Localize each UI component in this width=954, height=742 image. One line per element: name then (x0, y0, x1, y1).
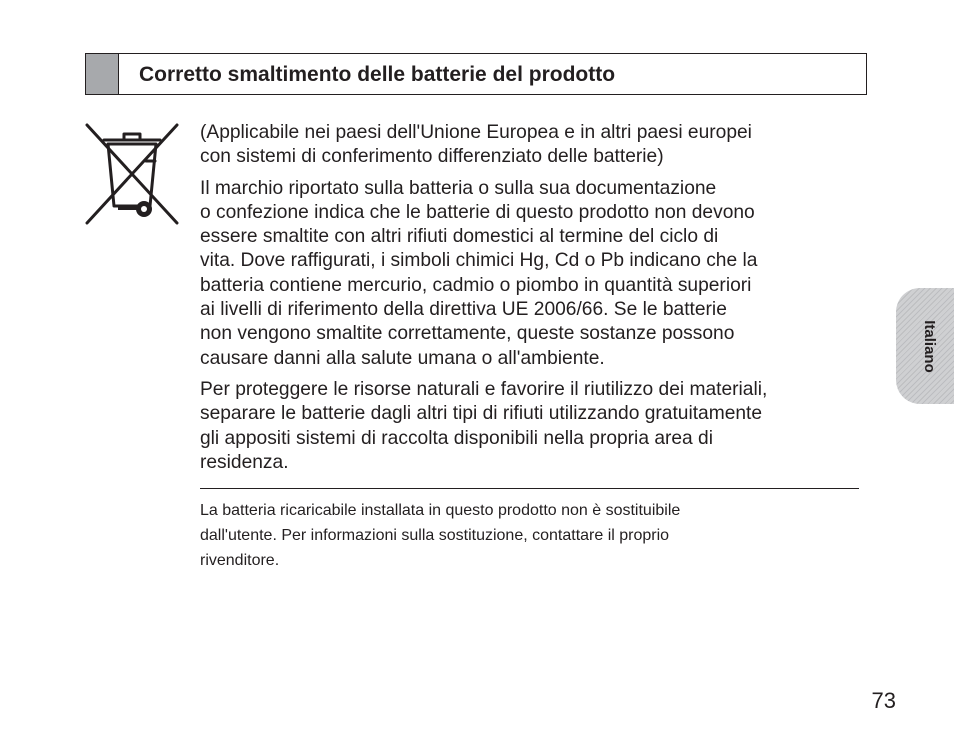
section-title: Corretto smaltimento delle batterie del prodotto (139, 63, 616, 86)
language-label: Italiano (920, 319, 938, 373)
body-text (200, 121, 865, 475)
battery-note: La batteria ricaricabile installata in questo prodotto non è sostituibile dall'utente. Per informazioni sulla sostituzione, contattare il proprio rivenditore. (200, 502, 681, 569)
section-header-tab (86, 54, 119, 94)
paragraph-applicability: (Applicabile nei paesi dell'Unione Europea e in altri paesi europei con sistemi di conferimento differenziato delle batterie) (200, 122, 752, 168)
language-side-tab (896, 288, 954, 404)
crossed-out-wheeled-bin-icon (85, 123, 179, 225)
note-divider (200, 488, 859, 489)
paragraph-recycling: Per proteggere le risorse naturali e favorire il riutilizzo dei materiali, separare le batterie dagli altri tipi di rifiuti utilizzando gratuitamente gli appositi sistemi di raccolta disponibili nella propria area di residenza. (200, 378, 768, 473)
page-number: 73 (871, 688, 896, 713)
section-header (85, 53, 867, 95)
paragraph-marking: Il marchio riportato sulla batteria o sulla sua documentazione o confezione indica che le batterie di questo prodotto non devono essere smaltite con altri rifiuti domestici al termine del ciclo di vita. Dove raffigurati, i simboli chimici Hg, Cd o Pb indicano che la batteria contiene mercurio, cadmio o piombo in quantità superiori ai livelli di riferimento della direttiva UE 2006/66. Se le batterie non vengono smaltite correttamente, queste sostanze possono causare danni alla salute umana o all'ambiente. (200, 177, 758, 369)
